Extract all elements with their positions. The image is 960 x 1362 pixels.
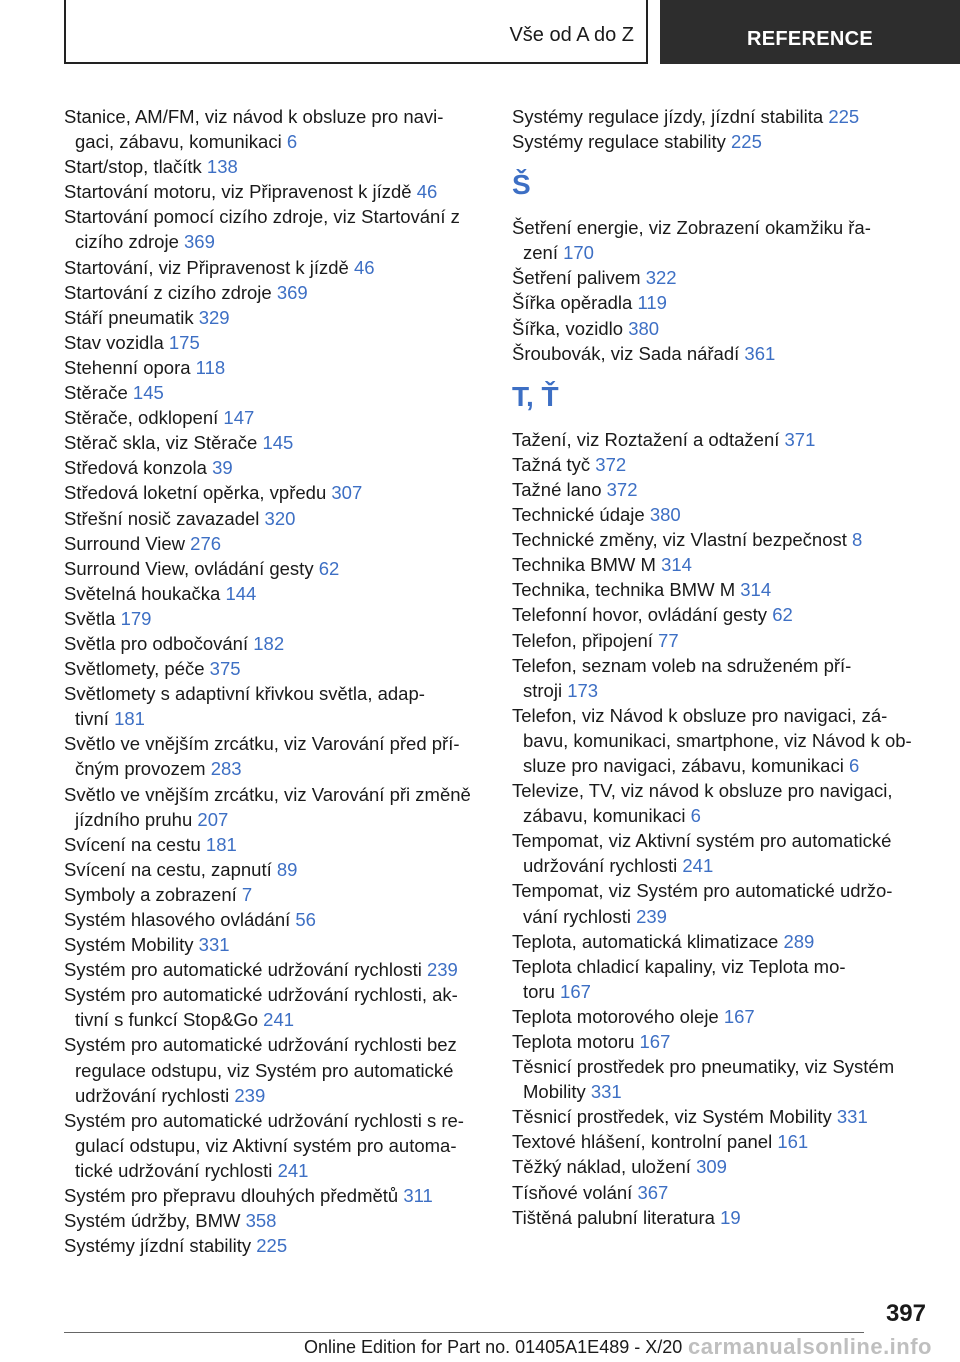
entry-term-continued: čným provozem <box>75 758 206 780</box>
entry-term: Teplota motoru <box>512 1031 635 1052</box>
entry-term: Stěrače <box>64 382 128 404</box>
entry-term-continued: zábavu, komunikaci <box>523 805 686 827</box>
page-link[interactable]: 6 <box>690 805 701 827</box>
index-entry <box>512 341 932 366</box>
entry-term-continued: gulací odstupu, viz Aktivní systém pro automa- <box>75 1134 457 1156</box>
index-entry <box>64 606 484 631</box>
letter-heading-s-caron: Š <box>512 169 531 201</box>
entry-term: Systém pro přepravu dlouhých předmětů <box>64 1185 399 1207</box>
page-link[interactable]: 239 <box>426 959 458 981</box>
index-entry <box>64 430 484 455</box>
index-entry <box>512 427 932 452</box>
index-entry <box>64 154 484 179</box>
entry-term: Systémy regulace stability <box>512 131 726 153</box>
entry-term: Teplota chladicí kapaliny, viz Teplota mo- <box>512 955 846 977</box>
page-link[interactable]: 241 <box>263 1009 295 1031</box>
index-entry <box>512 778 932 828</box>
page-link[interactable]: 6 <box>286 131 298 153</box>
page-link[interactable]: 375 <box>209 658 241 680</box>
index-entry <box>64 957 484 982</box>
edition-note: Online Edition for Part no. 01405A1E489 - X/20 <box>304 1337 683 1357</box>
page-link[interactable]: 179 <box>120 607 152 629</box>
entry-term: Teplota, automatická klimatizace <box>512 930 779 952</box>
page-link[interactable]: 322 <box>645 267 677 289</box>
index-entry <box>64 179 484 204</box>
page-link[interactable]: 62 <box>318 557 340 579</box>
index-entry <box>64 832 484 857</box>
page-link[interactable]: 225 <box>731 131 762 153</box>
entry-term: Stěrače, odklopení <box>64 407 219 429</box>
page-link[interactable]: 309 <box>696 1156 727 1178</box>
entry-term: Systém údržby, BMW <box>64 1210 241 1232</box>
index-entry <box>64 380 484 405</box>
index-entry <box>64 405 484 430</box>
entry-term: Startování z cizího zdroje <box>64 281 272 303</box>
page-link[interactable]: 239 <box>636 905 667 927</box>
page-link[interactable]: 56 <box>295 909 316 930</box>
page-link[interactable]: 225 <box>256 1235 288 1257</box>
page-link[interactable]: 361 <box>744 342 776 364</box>
page-link[interactable]: 380 <box>628 317 660 339</box>
index-entry <box>64 731 484 781</box>
entry-term: Stav vozidla <box>64 331 164 353</box>
entry-term-continued: udržování rychlosti <box>75 1084 230 1106</box>
index-entry <box>512 290 932 315</box>
index-entry <box>64 104 484 154</box>
entry-term: Stěrač skla, viz Stěrače <box>64 432 258 454</box>
index-group-s-continued <box>512 104 932 154</box>
page-link[interactable]: 89 <box>276 858 298 880</box>
page-link[interactable]: 367 <box>637 1181 669 1203</box>
entry-term: Tažná tyč <box>512 453 591 475</box>
index-entry <box>64 455 484 480</box>
page-link[interactable]: 62 <box>772 604 793 626</box>
page-link[interactable]: 7 <box>241 883 253 905</box>
index-entry <box>512 828 932 878</box>
entry-term: Světla pro odbočování <box>64 632 249 654</box>
page-link[interactable]: 182 <box>253 632 285 654</box>
index-entry <box>64 506 484 531</box>
index-entry <box>512 477 932 502</box>
page-link[interactable]: 118 <box>195 356 226 378</box>
index-entry <box>64 982 484 1032</box>
page-link[interactable]: 320 <box>264 507 296 529</box>
index-entry <box>512 502 932 527</box>
index-entry <box>512 703 932 778</box>
entry-term: Televize, TV, viz návod k obsluze pro navigaci, <box>512 780 893 802</box>
index-entry <box>512 316 932 341</box>
index-entry <box>512 628 932 653</box>
index-entry <box>64 581 484 606</box>
page-link[interactable]: 289 <box>783 930 815 952</box>
page-link[interactable]: 6 <box>848 754 860 776</box>
page-link[interactable]: 175 <box>168 331 200 353</box>
page-link[interactable]: 138 <box>206 156 238 178</box>
entry-term: Těžký náklad, uložení <box>512 1156 691 1178</box>
entry-term: Startování pomocí cizího zdroje, viz Startování z <box>64 206 460 228</box>
page-link[interactable]: 167 <box>639 1031 671 1052</box>
index-entry <box>512 1004 932 1029</box>
index-entry <box>512 602 932 627</box>
index-entry <box>64 330 484 355</box>
entry-term: Šířka opěradla <box>512 292 633 314</box>
page-link[interactable]: 119 <box>637 292 667 314</box>
index-entry <box>512 1054 932 1104</box>
entry-term: Světelná houkačka <box>64 582 221 604</box>
index-entry <box>512 1180 932 1205</box>
index-entry <box>64 882 484 907</box>
page-link[interactable]: 329 <box>198 306 230 328</box>
entry-term: Středová loketní opěrka, vpředu <box>64 482 327 504</box>
index-entry <box>64 907 484 932</box>
index-entry <box>512 265 932 290</box>
index-entry <box>512 1029 932 1054</box>
index-entry <box>64 255 484 280</box>
index-entry <box>512 954 932 1004</box>
entry-term: Systémy regulace jízdy, jízdní stabilita <box>512 106 824 127</box>
entry-term: Systémy jízdní stability <box>64 1235 252 1257</box>
index-entry <box>64 1032 484 1107</box>
entry-term: Světlomety, péče <box>64 658 205 680</box>
index-entry <box>64 1233 484 1258</box>
page-link[interactable]: 147 <box>223 407 255 429</box>
entry-term: Textové hlášení, kontrolní panel <box>512 1131 773 1153</box>
entry-term: Stehenní opora <box>64 356 191 378</box>
entry-term: Teplota motorového oleje <box>512 1005 719 1027</box>
entry-term: Svícení na cestu <box>64 833 201 855</box>
page-link[interactable]: 181 <box>114 708 145 730</box>
entry-term: Střešní nosič zavazadel <box>64 507 260 529</box>
page-link[interactable]: 331 <box>198 934 230 956</box>
entry-term: Tažné lano <box>512 478 602 500</box>
index-entry <box>512 577 932 602</box>
page-link[interactable]: 283 <box>210 758 242 780</box>
index-entry <box>64 355 484 380</box>
entry-term: Technika BMW M <box>512 554 656 576</box>
entry-term: Tempomat, viz Aktivní systém pro automatické <box>512 830 892 852</box>
page-link[interactable]: 241 <box>277 1159 309 1181</box>
index-entry <box>64 531 484 556</box>
index-column-left <box>64 104 484 1258</box>
index-entry <box>512 929 932 954</box>
page-link[interactable]: 371 <box>784 428 816 450</box>
index-entry <box>512 878 932 928</box>
entry-term: Šetření palivem <box>512 267 641 289</box>
index-group-t <box>512 427 932 1230</box>
index-entry <box>64 480 484 505</box>
page-link[interactable]: 372 <box>595 453 627 475</box>
page-link[interactable]: 241 <box>682 855 714 877</box>
entry-term: Světlomety s adaptivní křivkou světla, adap- <box>64 683 425 705</box>
entry-term: Těsnicí prostředek, viz Systém Mobility <box>512 1106 832 1128</box>
letter-heading-t: T, Ť <box>512 380 559 412</box>
entry-term: Systém Mobility <box>64 934 194 956</box>
entry-term-continued: jízdního pruhu <box>75 808 193 830</box>
index-entry <box>64 782 484 832</box>
page-link[interactable]: 314 <box>661 554 692 576</box>
page-link[interactable]: 19 <box>720 1206 741 1228</box>
index-entry <box>512 215 932 265</box>
index-entry <box>512 1129 932 1154</box>
entry-term: Telefon, připojení <box>512 629 653 651</box>
entry-term: Těsnicí prostředek pro pneumatiky, viz Systém <box>512 1056 895 1078</box>
index-entry <box>64 556 484 581</box>
entry-term: Startování motoru, viz Připravenost k jízdě <box>64 181 412 203</box>
entry-term: Svícení na cestu, zapnutí <box>64 858 272 880</box>
index-entry <box>64 1108 484 1183</box>
entry-term: Systém pro automatické udržování rychlosti <box>64 959 422 981</box>
page-link[interactable]: 331 <box>836 1106 868 1128</box>
entry-term: Technika, technika BMW M <box>512 579 736 601</box>
entry-term: Středová konzola <box>64 457 207 479</box>
entry-term: Šroubovák, viz Sada nářadí <box>512 342 740 364</box>
index-group-s-caron <box>512 215 932 366</box>
index-entry <box>64 932 484 957</box>
watermark-logo: carmanualsonline.info <box>688 1334 932 1359</box>
entry-term: Světlo ve vnějším zrcátku, viz Varování před pří- <box>64 733 460 755</box>
page-link[interactable]: 46 <box>416 181 438 203</box>
page-link[interactable]: 311 <box>403 1185 433 1207</box>
entry-term: Systém hlasového ovládání <box>64 909 291 930</box>
page-link[interactable]: 167 <box>723 1005 755 1027</box>
page-link[interactable]: 145 <box>132 382 164 404</box>
page-link[interactable]: 170 <box>563 242 594 264</box>
index-entry <box>512 653 932 703</box>
page-link[interactable]: 369 <box>276 281 308 303</box>
entry-term: Start/stop, tlačítk <box>64 156 202 178</box>
index-entry <box>64 656 484 681</box>
page-link[interactable]: 181 <box>205 833 237 855</box>
entry-term: Šířka, vozidlo <box>512 317 624 339</box>
entry-term: Tempomat, viz Systém pro automatické udržo- <box>512 880 893 902</box>
entry-term: Stanice, AM/FM, viz návod k obsluze pro navi- <box>64 106 444 127</box>
reference-tab[interactable]: REFERENCE <box>660 0 960 64</box>
index-entry <box>512 104 932 129</box>
page-link[interactable]: 369 <box>184 231 215 253</box>
entry-term: Symboly a zobrazení <box>64 883 237 905</box>
page-link[interactable]: 8 <box>852 529 863 551</box>
page-link[interactable]: 173 <box>567 679 599 701</box>
entry-term: Světla <box>64 607 116 629</box>
index-entry <box>64 280 484 305</box>
entry-term: Telefon, seznam voleb na sdruženém pří- <box>512 654 852 676</box>
entry-term: Startování, viz Připravenost k jízdě <box>64 256 349 278</box>
entry-term: Systém pro automatické udržování rychlosti, ak- <box>64 984 458 1006</box>
page-link[interactable]: 372 <box>606 478 638 500</box>
entry-term-continued: Mobility <box>523 1081 586 1103</box>
entry-term: Technické změny, viz Vlastní bezpečnost <box>512 529 847 551</box>
page-link[interactable]: 46 <box>353 256 375 278</box>
entry-term: Systém pro automatické udržování rychlosti s re- <box>64 1109 464 1131</box>
entry-term: Tísňové volání <box>512 1181 633 1203</box>
entry-term: Šetření energie, viz Zobrazení okamžiku řa- <box>512 217 871 239</box>
index-entry <box>64 857 484 882</box>
entry-term: Tištěná palubní literatura <box>512 1206 715 1228</box>
page-link[interactable]: 276 <box>190 532 222 554</box>
section-title: Vše od A do Z <box>509 24 634 46</box>
page-link[interactable]: 39 <box>212 457 233 479</box>
index-entry <box>64 305 484 330</box>
entry-term-continued: vání rychlosti <box>523 905 631 927</box>
index-entry <box>64 631 484 656</box>
page-link[interactable]: 314 <box>740 579 772 601</box>
entry-term: Surround View <box>64 532 186 554</box>
entry-term-continued: zení <box>523 242 558 264</box>
entry-term-continued: toru <box>523 980 555 1002</box>
page-link[interactable]: 161 <box>777 1131 809 1153</box>
entry-term: Telefonní hovor, ovládání gesty <box>512 604 768 626</box>
index-entry <box>512 129 932 154</box>
entry-term-continued: sluze pro navigaci, zábavu, komunikaci <box>523 754 844 776</box>
entry-term: Surround View, ovládání gesty <box>64 557 314 579</box>
index-entry <box>512 552 932 577</box>
index-entry <box>512 452 932 477</box>
entry-term: Telefon, viz Návod k obsluze pro navigaci, zá- <box>512 704 888 726</box>
page-link[interactable]: 77 <box>658 629 679 651</box>
entry-term-continued: cizího zdroje <box>75 231 179 253</box>
index-entry <box>512 527 932 552</box>
page-link[interactable]: 358 <box>245 1210 277 1232</box>
entry-term-continued: regulace odstupu, viz Systém pro automatické <box>75 1059 454 1081</box>
page-link[interactable]: 145 <box>262 432 294 454</box>
page-link[interactable]: 307 <box>331 482 363 504</box>
index-entry <box>64 1208 484 1233</box>
index-entry <box>512 1205 932 1230</box>
page-link[interactable]: 144 <box>225 582 257 604</box>
page-link[interactable]: 167 <box>560 980 591 1002</box>
entry-term-continued: bavu, komunikaci, smartphone, viz Návod k ob- <box>523 729 912 751</box>
entry-term: Technické údaje <box>512 504 645 526</box>
page-link[interactable]: 225 <box>828 106 860 127</box>
entry-term-continued: gaci, zábavu, komunikaci <box>75 131 282 153</box>
footer-divider <box>64 1332 864 1333</box>
page-link[interactable]: 331 <box>590 1081 622 1103</box>
page-link[interactable]: 239 <box>234 1084 266 1106</box>
entry-term: Stáří pneumatik <box>64 306 194 328</box>
index-entry <box>512 1154 932 1179</box>
index-entry <box>64 204 484 254</box>
entry-term: Systém pro automatické udržování rychlosti bez <box>64 1034 457 1056</box>
index-column-right <box>512 104 932 1230</box>
index-entry <box>64 681 484 731</box>
index-entry <box>64 1183 484 1208</box>
page-link[interactable]: 207 <box>197 808 229 830</box>
entry-term-continued: stroji <box>523 679 563 701</box>
page-number: 397 <box>885 1300 926 1327</box>
entry-term-continued: udržování rychlosti <box>523 855 678 877</box>
page-link[interactable]: 380 <box>649 504 681 526</box>
entry-term-continued: tické udržování rychlosti <box>75 1159 273 1181</box>
entry-term: Světlo ve vnějším zrcátku, viz Varování při změně <box>64 783 471 805</box>
entry-term-continued: tivní <box>75 708 109 730</box>
index-entry <box>512 1104 932 1129</box>
entry-term: Tažení, viz Roztažení a odtažení <box>512 428 780 450</box>
entry-term-continued: tivní s funkcí Stop&Go <box>75 1009 259 1031</box>
